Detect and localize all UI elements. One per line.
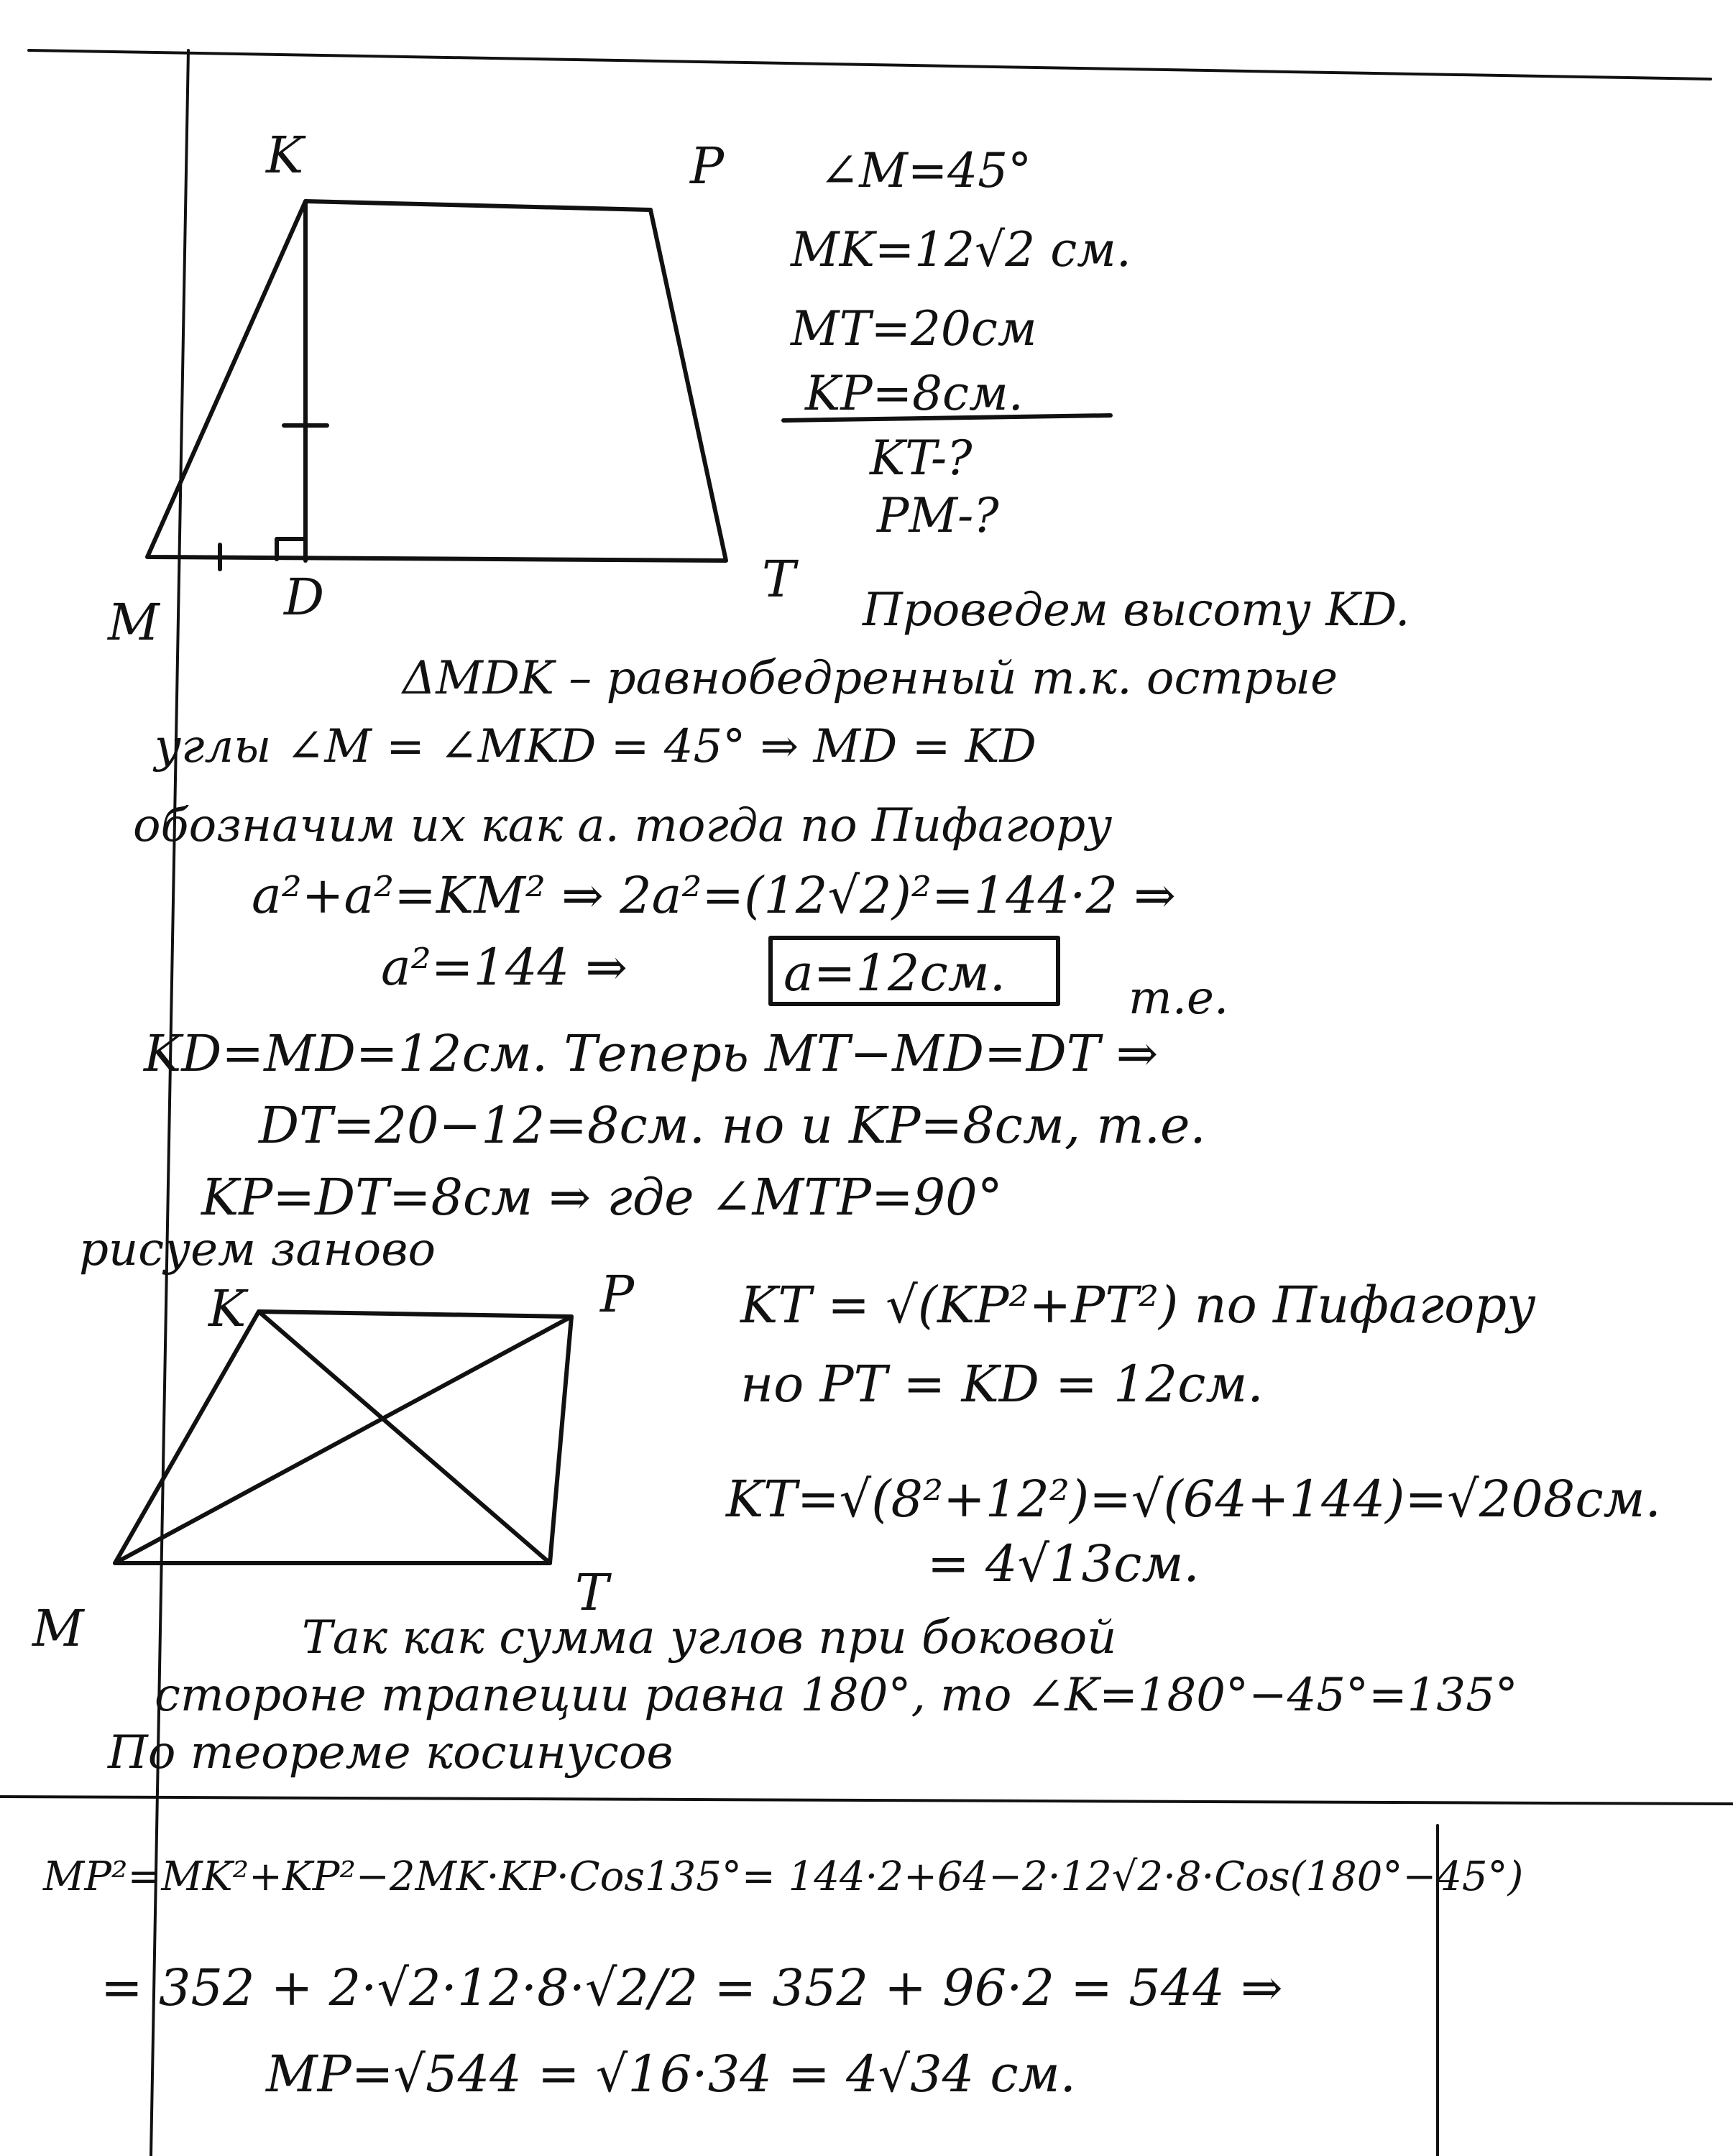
- solution-line-5: a²+a²=KM² ⇒ 2a²=(12√2)²=144·2 ⇒: [252, 866, 1176, 925]
- trapezoid-mktp: [147, 201, 726, 561]
- redrawn-figure: [31, 1265, 635, 1658]
- trapezoid-figure: [106, 126, 799, 652]
- solution-line-3: углы ∠M = ∠MKD = 45° ⇒ MD = KD: [155, 720, 1036, 773]
- label2-t: T: [575, 1563, 609, 1622]
- kt-line-2: но PT = KD = 12см.: [740, 1355, 1264, 1414]
- solution-line-2: ΔMDK – равнобедренный т.к. острые: [403, 652, 1338, 705]
- find-pm: PM-?: [877, 488, 999, 543]
- kt-line-1: KT = √(KP²+PT²) по Пифагору: [740, 1276, 1536, 1335]
- solution-block: [79, 584, 1410, 1276]
- kt-line-4: = 4√13см.: [927, 1534, 1200, 1593]
- solution-line-4: обозначим их как a. тогда по Пифагору: [133, 799, 1113, 852]
- given-angle-m: ∠M=45°: [819, 143, 1032, 198]
- label-m: M: [108, 593, 160, 652]
- final-line-5: = 352 + 2·√2·12·8·√2/2 = 352 + 96·2 = 544 ⇒: [101, 1958, 1283, 2017]
- solution-line-7: т.е.: [1128, 972, 1229, 1025]
- bottom-fold-line: [0, 1797, 1733, 1804]
- given-mt: MT=20см: [791, 301, 1037, 356]
- kt-line-3: KT=√(8²+12²)=√(64+144)=√208см.: [726, 1470, 1661, 1529]
- diagonal-kt: [259, 1312, 550, 1563]
- solution-line-11: рисуем заново: [79, 1223, 436, 1276]
- solution-line-1: Проведем высоту KD.: [863, 584, 1410, 637]
- solution-line-10: KP=DT=8см ⇒ где ∠MTP=90°: [201, 1168, 1003, 1227]
- label2-p: P: [600, 1265, 635, 1324]
- final-line-2: стороне трапеции равна 180°, то ∠K=180°−45°=135°: [155, 1669, 1518, 1722]
- final-line-6: MP=√544 = √16·34 = 4√34 см.: [266, 2045, 1076, 2104]
- final-line-1: Так как сумма углов при боковой: [302, 1611, 1117, 1664]
- solution-line-9: DT=20−12=8см. но и KP=8см, т.е.: [259, 1096, 1206, 1155]
- label-p: P: [690, 137, 725, 195]
- solution-line-6: a²=144 ⇒: [381, 938, 628, 997]
- given-mk: MK=12√2 см.: [791, 222, 1131, 277]
- kt-block: [725, 1276, 1661, 1593]
- label-k: K: [266, 126, 304, 185]
- label2-k: K: [208, 1279, 247, 1338]
- final-block: [42, 1611, 1523, 2104]
- margin-line: [151, 50, 188, 2156]
- answer-boxed: a=12см.: [783, 944, 1006, 1003]
- given-block: [783, 143, 1131, 543]
- top-fold-line: [29, 50, 1711, 79]
- label-t: T: [762, 550, 796, 609]
- label2-m: M: [32, 1599, 84, 1658]
- final-line-4: MP²=MK²+KP²−2MK·KP·Cos135°= 144·2+64−2·12√2·8·Cos(180°−45°): [43, 1853, 1524, 1900]
- solution-line-8: KD=MD=12см. Теперь MT−MD=DT ⇒: [144, 1024, 1159, 1083]
- label-d: D: [284, 568, 325, 627]
- find-kt: KT-?: [870, 430, 973, 486]
- final-line-3: По теореме косинусов: [108, 1726, 674, 1779]
- given-kp: KP=8см.: [805, 366, 1024, 421]
